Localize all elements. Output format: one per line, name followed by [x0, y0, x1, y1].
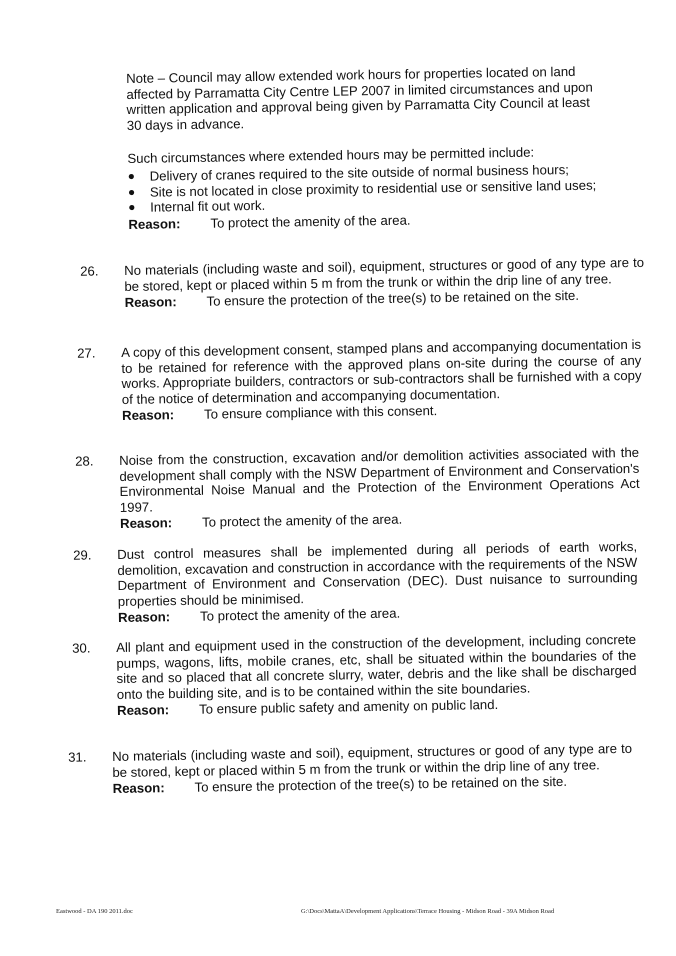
condition-text: Noise from the construction, excavation and/or demolition activities associated with the development shall comply with the NSW Department of Environment and Conservation's Environmental Noise Manual and the Protection of the Environment Operations Act 1997. — [119, 444, 640, 515]
circumstances-list — [128, 162, 599, 216]
condition-text: No materials (including waste and soil), equipment, structures or good of any type are to be stored, kept or placed within 5 m from the trunk or within the drip line of any tree. — [112, 740, 633, 780]
note-paragraph: Note – Council may allow extended work hours for properties located on land affected by Parramatta City Centre LEP 2007 in limited circumstances and upon written application and approval being given by Parramatta City Council at least 30 days in advance. — [126, 63, 593, 133]
condition-number: 27. — [77, 345, 96, 361]
condition-text: All plant and equipment used in the construction of the development, including concrete pumps, wagons, lifts, mobile cranes, etc, shall be situated within the boundaries of the site and so placed that all concrete slurry, water, debris and the like shall be discharged onto the building site, and is to be contained within the site boundaries. — [116, 631, 637, 702]
condition-number: 31. — [68, 749, 87, 765]
footer-path: G:\Docs\MattaA\Development Applications\Terrace Housing - Midson Road - 39A Midson Road — [301, 908, 555, 915]
reason-text: To ensure the protection of the tree(s) to be retained on the site. — [206, 288, 580, 309]
condition-27 — [77, 336, 642, 424]
reason-label: Reason: — [121, 407, 175, 424]
condition-text: Dust control measures shall be implemented during all periods of earth works, demolition, excavation and construction in accordance with the requirements of the NSW Department of Environment and Conservation (DEC). Dust nuisance to surrounding properties should be minimised. — [117, 538, 638, 609]
reason-text: To ensure the protection of the tree(s) to be retained on the site. — [194, 774, 568, 795]
condition-number: 28. — [75, 453, 94, 469]
reason-text: To ensure public safety and amenity on public land. — [198, 697, 499, 718]
reason-text: To protect the amenity of the area. — [201, 511, 403, 531]
bullet-icon: ● — [128, 200, 136, 215]
reason-text: To protect the amenity of the area. — [199, 605, 401, 625]
condition-text: No materials (including waste and soil), equipment, structures or good of any type are to be stored, kept or placed within 5 m from the trunk or within the drip line of any tree. — [124, 254, 645, 294]
reason-text: To ensure compliance with this consent. — [203, 403, 438, 423]
reason-label: Reason: — [117, 609, 171, 626]
condition-30 — [72, 631, 637, 719]
condition-number: 29. — [73, 547, 92, 563]
condition-28 — [75, 444, 640, 532]
reason-label: Reason: — [119, 515, 173, 532]
note-section — [126, 64, 598, 233]
note-intro: Such circumstances where extended hours may be permitted include: — [127, 144, 535, 167]
footer-filename: Eastwood - DA 190 2011.doc — [56, 908, 133, 915]
bullet-icon: ● — [127, 168, 136, 183]
list-item: ● Delivery of cranes required to the site outside of normal business hours; — [127, 162, 570, 184]
condition-number: 30. — [72, 640, 91, 656]
condition-29 — [73, 538, 638, 626]
condition-31 — [68, 740, 633, 797]
reason-label: Reason: — [116, 702, 170, 719]
reason-text: To protect the amenity of the area. — [210, 212, 411, 231]
condition-text: A copy of this development consent, stamped plans and accompanying documentation is to be retained for reference with the approved plans on-site during the course of any works. Appropriate builders, contractors or sub-contractors shall be furnished with a copy of the notice of determination and accompanying documentation. — [121, 336, 642, 407]
reason-label: Reason: — [128, 215, 181, 232]
reason-label: Reason: — [124, 294, 177, 311]
list-item: ● Site is not located in close proximity to residential use or sensitive land uses; — [127, 177, 597, 200]
list-item: ● Internal fit out work. — [128, 197, 266, 215]
reason-label: Reason: — [112, 780, 165, 797]
condition-number: 26. — [80, 263, 99, 279]
condition-26 — [80, 254, 645, 311]
bullet-icon: ● — [127, 184, 136, 199]
